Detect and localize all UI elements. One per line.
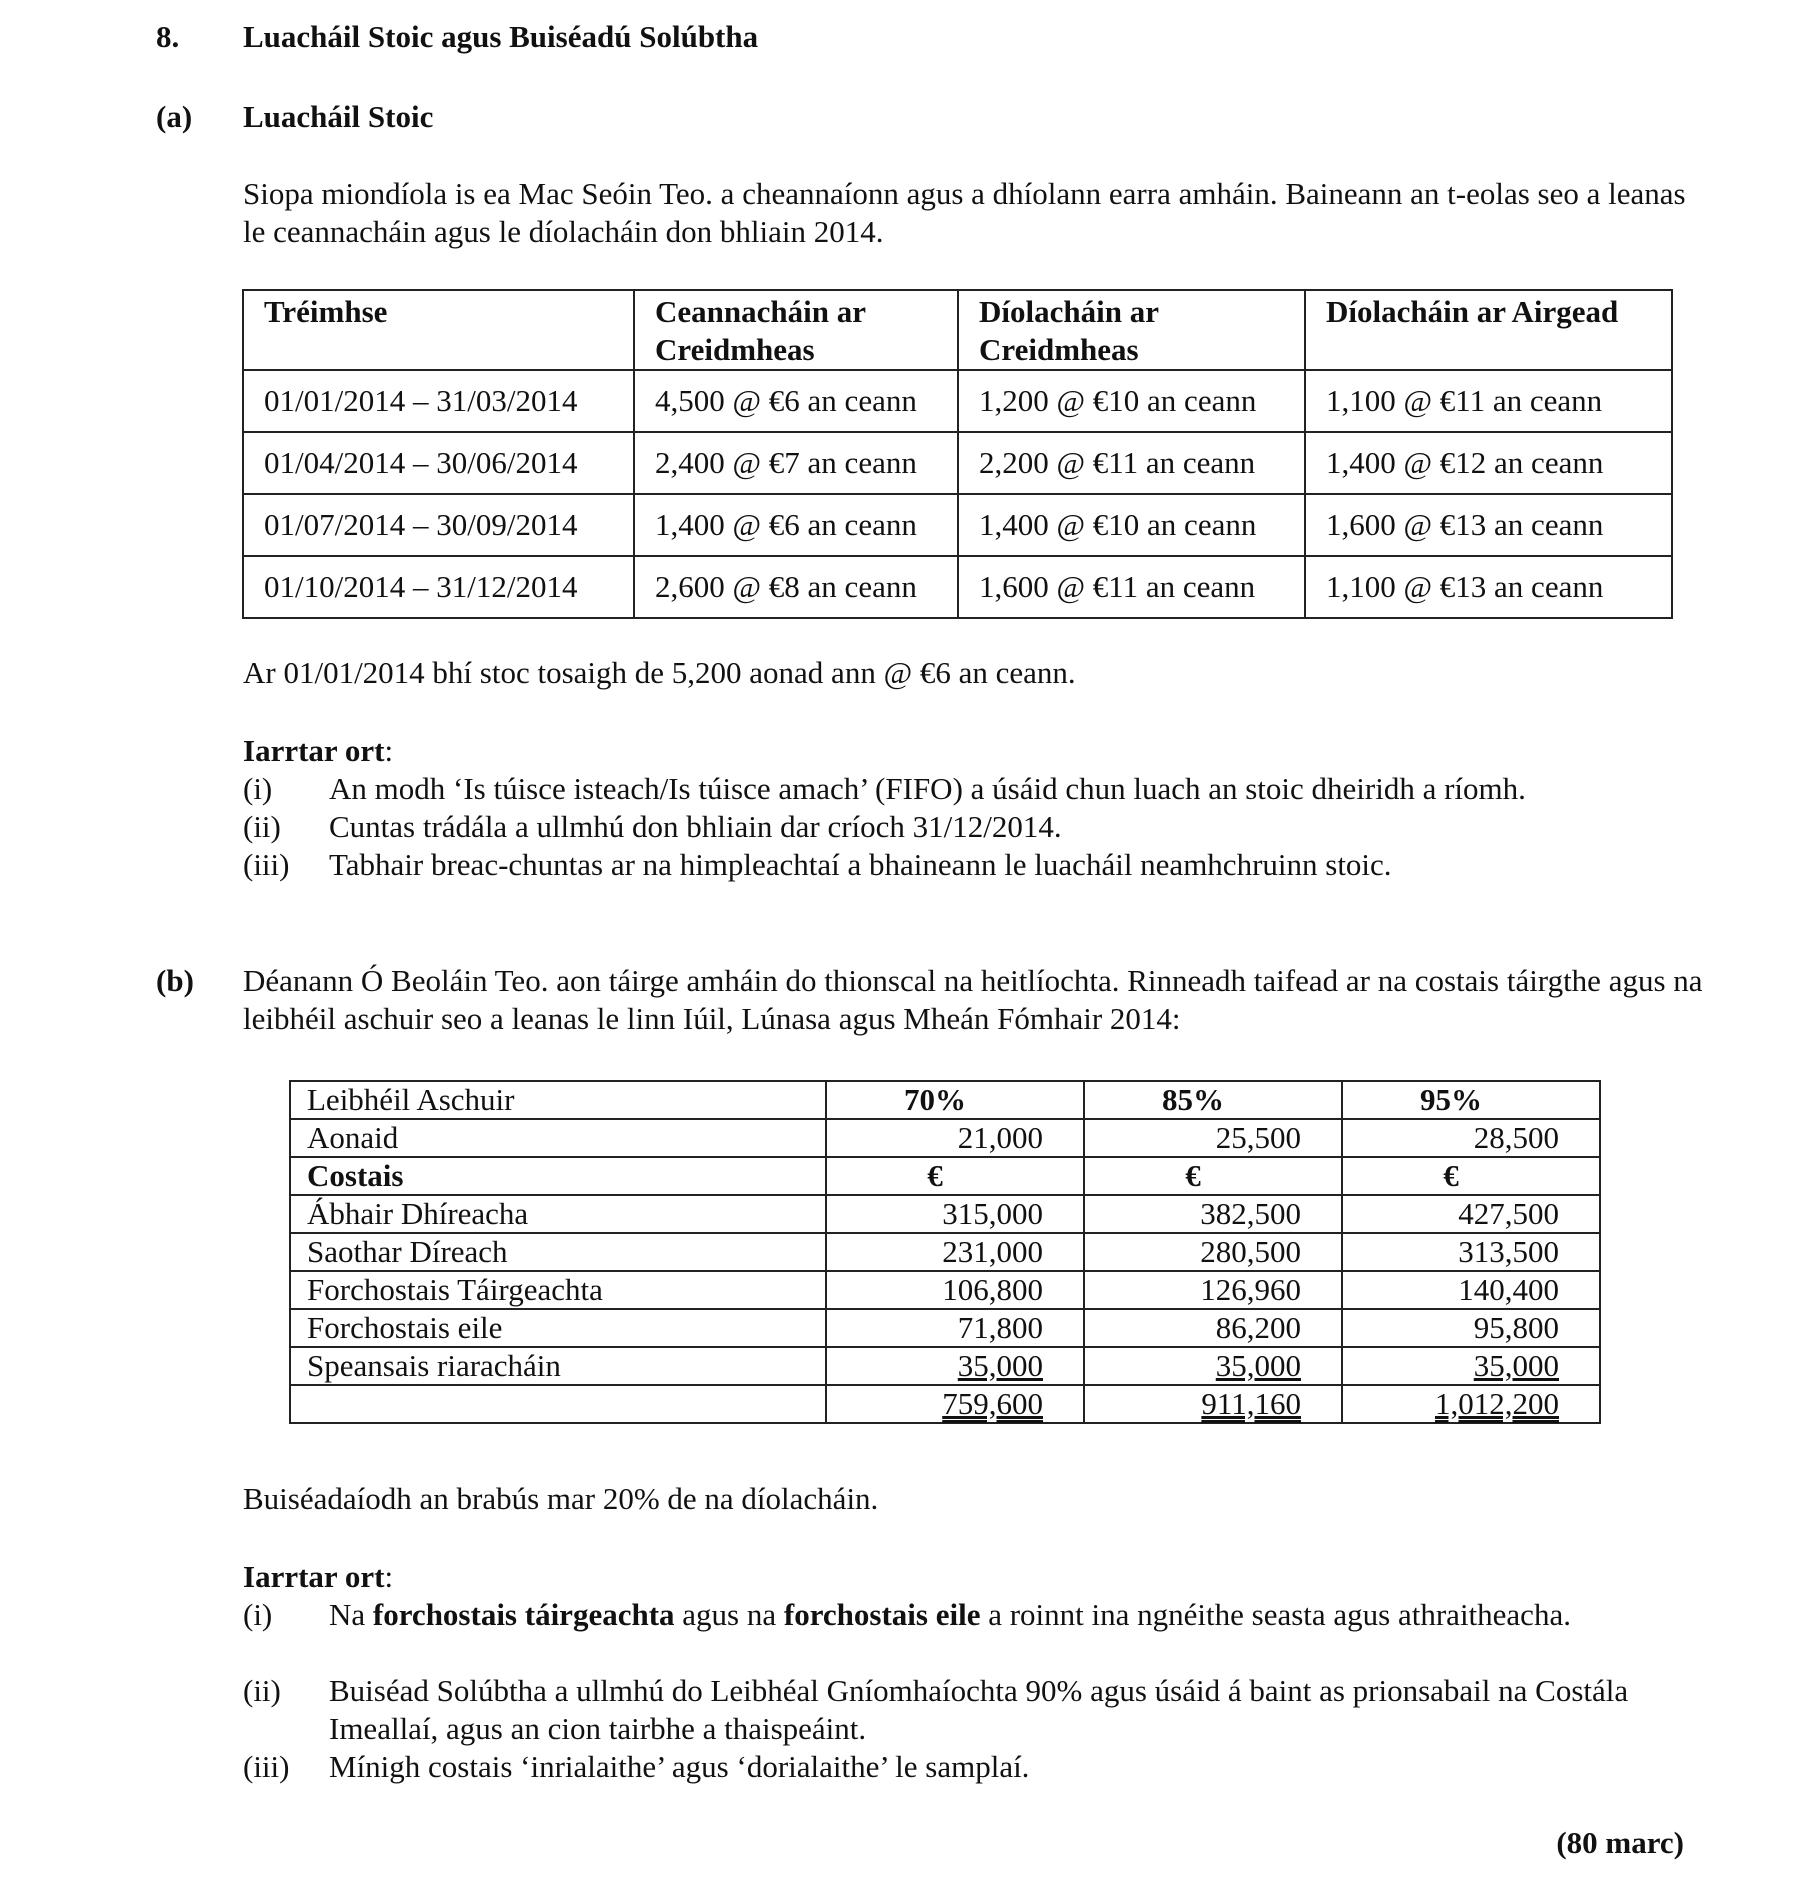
cost-value: 280,500 — [1084, 1233, 1342, 1271]
table-header-row — [243, 290, 1672, 370]
question-number: 8. — [156, 19, 180, 54]
empty-cell — [290, 1385, 826, 1423]
table-row — [290, 1347, 1600, 1385]
purchases-cell: 2,600 @ €8 an ceann — [634, 556, 958, 618]
table-row — [290, 1081, 1600, 1119]
cost-value — [1342, 1347, 1600, 1385]
table-row — [243, 432, 1672, 494]
level-95: 95% — [1342, 1081, 1600, 1119]
task-number: (i) — [243, 771, 273, 806]
header-cash-sales: Díolacháin ar Airgead — [1305, 290, 1672, 370]
purchases-cell: 4,500 @ €6 an ceann — [634, 370, 958, 432]
cost-value: 95,800 — [1342, 1309, 1600, 1347]
header-period: Tréimhse — [243, 290, 634, 370]
cost-value: 231,000 — [826, 1233, 1084, 1271]
task-text: Cuntas trádála a ullmhú don bhliain dar críoch 31/12/2014. — [329, 809, 1062, 844]
table-row — [290, 1309, 1600, 1347]
cost-value: 382,500 — [1084, 1195, 1342, 1233]
currency-symbol: € — [1342, 1157, 1600, 1195]
required-label: Iarrtar ort — [243, 733, 385, 768]
cost-value: 427,500 — [1342, 1195, 1600, 1233]
cost-value: 106,800 — [826, 1271, 1084, 1309]
table-row — [290, 1233, 1600, 1271]
underlined-value: 35,000 — [1473, 1348, 1559, 1383]
task-text: Buiséad Solúbtha a ullmhú do Leibhéal Gníomhaíochta 90% agus úsáid á baint as prionsabail na Costála Imeallaí, agus an cion tairbhe a thaispeáint. — [329, 1673, 1629, 1746]
total-marks: (80 marc) — [1556, 1825, 1684, 1860]
task-number: (ii) — [243, 1673, 281, 1708]
part-b-label: (b) — [156, 963, 194, 998]
totals-row — [290, 1385, 1600, 1423]
header-credit-purchases: Ceannacháin ar Creidmheas — [634, 290, 958, 370]
part-a-intro: Siopa miondíola is ea Mac Seóin Teo. a cheannaíonn agus a dhíolann earra amháin. Baineann an t-eolas seo a leanas le ceannacháin agus le díolacháin don bhliain 2014. — [243, 176, 1686, 249]
purchases-cell: 2,400 @ €7 an ceann — [634, 432, 958, 494]
part-a-title: Luacháil Stoic — [243, 99, 434, 134]
output-levels-label: Leibhéil Aschuir — [290, 1081, 826, 1119]
double-underlined-total: 759,600 — [942, 1386, 1043, 1421]
units-value: 28,500 — [1342, 1119, 1600, 1157]
task-text — [329, 1596, 1719, 1634]
units-value: 21,000 — [826, 1119, 1084, 1157]
units-label: Aonaid — [290, 1119, 826, 1157]
cost-value: 86,200 — [1084, 1309, 1342, 1347]
level-85: 85% — [1084, 1081, 1342, 1119]
total-value — [1342, 1385, 1600, 1423]
cash-sales-cell: 1,100 @ €11 an ceann — [1305, 370, 1672, 432]
required-colon: : — [384, 1559, 394, 1594]
cash-sales-cell: 1,600 @ €13 an ceann — [1305, 494, 1672, 556]
question-title: Luacháil Stoic agus Buiséadú Solúbtha — [243, 19, 759, 54]
task-number: (iii) — [243, 1749, 290, 1784]
purchases-cell: 1,400 @ €6 an ceann — [634, 494, 958, 556]
opening-stock-note: Ar 01/01/2014 bhí stoc tosaigh de 5,200 aonad ann @ €6 an ceann. — [243, 655, 1076, 690]
task-text-part: a roinnt ina ngnéithe seasta agus athraitheacha. — [980, 1597, 1571, 1632]
task-text: Mínigh costais ‘inrialaithe’ agus ‘dorialaithe’ le samplaí. — [329, 1749, 1030, 1784]
cost-value: 315,000 — [826, 1195, 1084, 1233]
double-underlined-total: 911,160 — [1201, 1386, 1301, 1421]
underlined-value: 35,000 — [957, 1348, 1043, 1383]
part-b-intro: Déanann Ó Beoláin Teo. aon táirge amháin do thionscal na heitlíochta. Rinneadh taifead ar na costais táirgthe agus na leibhéil aschuir seo a leanas le linn Iúil, Lúnasa agus Mheán Fómhair 2014: — [243, 963, 1703, 1036]
cost-value — [826, 1347, 1084, 1385]
task-bold-term: forchostais eile — [783, 1597, 981, 1632]
profit-note: Buiséadaíodh an brabús mar 20% de na díolacháin. — [243, 1481, 879, 1516]
credit-sales-cell: 1,400 @ €10 an ceann — [958, 494, 1305, 556]
table-row — [243, 494, 1672, 556]
total-value — [1084, 1385, 1342, 1423]
part-a-required-heading — [243, 732, 1703, 770]
task-number: (ii) — [243, 809, 281, 844]
period-cell: 01/04/2014 – 30/06/2014 — [243, 432, 634, 494]
part-b-required-heading — [243, 1558, 1703, 1596]
task-text-part: Na — [329, 1597, 373, 1632]
table-row — [290, 1195, 1600, 1233]
underlined-value: 35,000 — [1215, 1348, 1301, 1383]
task-text: Tabhair breac-chuntas ar na himpleachtaí a bhaineann le luacháil neamhchruinn stoic. — [329, 847, 1392, 882]
cost-value — [1084, 1347, 1342, 1385]
task-bold-term: forchostais táirgeachta — [372, 1597, 675, 1632]
task-number: (i) — [243, 1597, 273, 1632]
table-row — [290, 1271, 1600, 1309]
row-label: Saothar Díreach — [290, 1233, 826, 1271]
task-number: (iii) — [243, 847, 290, 882]
part-a-label: (a) — [156, 99, 193, 134]
stock-transactions-table — [242, 289, 1673, 619]
period-cell: 01/07/2014 – 30/09/2014 — [243, 494, 634, 556]
row-label: Forchostais eile — [290, 1309, 826, 1347]
required-label: Iarrtar ort — [243, 1559, 385, 1594]
cost-value: 126,960 — [1084, 1271, 1342, 1309]
currency-symbol: € — [1084, 1157, 1342, 1195]
table-row — [243, 370, 1672, 432]
row-label: Forchostais Táirgeachta — [290, 1271, 826, 1309]
credit-sales-cell: 1,600 @ €11 an ceann — [958, 556, 1305, 618]
cost-value: 140,400 — [1342, 1271, 1600, 1309]
task-text: An modh ‘Is túisce isteach/Is túisce amach’ (FIFO) a úsáid chun luach an stoic dheiridh a ríomh. — [329, 771, 1526, 806]
cash-sales-cell: 1,400 @ €12 an ceann — [1305, 432, 1672, 494]
row-label: Ábhair Dhíreacha — [290, 1195, 826, 1233]
credit-sales-cell: 2,200 @ €11 an ceann — [958, 432, 1305, 494]
table-row — [290, 1119, 1600, 1157]
table-row — [290, 1157, 1600, 1195]
costs-label: Costais — [290, 1157, 826, 1195]
units-value: 25,500 — [1084, 1119, 1342, 1157]
production-costs-table — [289, 1080, 1601, 1424]
cash-sales-cell: 1,100 @ €13 an ceann — [1305, 556, 1672, 618]
level-70: 70% — [826, 1081, 1084, 1119]
task-text-part: agus na — [674, 1597, 784, 1632]
currency-symbol: € — [826, 1157, 1084, 1195]
required-colon: : — [384, 733, 394, 768]
row-label: Speansais riaracháin — [290, 1347, 826, 1385]
header-credit-sales: Díolacháin ar Creidmheas — [958, 290, 1305, 370]
credit-sales-cell: 1,200 @ €10 an ceann — [958, 370, 1305, 432]
total-value — [826, 1385, 1084, 1423]
cost-value: 71,800 — [826, 1309, 1084, 1347]
table-row — [243, 556, 1672, 618]
cost-value: 313,500 — [1342, 1233, 1600, 1271]
period-cell: 01/01/2014 – 31/03/2014 — [243, 370, 634, 432]
double-underlined-total: 1,012,200 — [1435, 1386, 1559, 1421]
period-cell: 01/10/2014 – 31/12/2014 — [243, 556, 634, 618]
